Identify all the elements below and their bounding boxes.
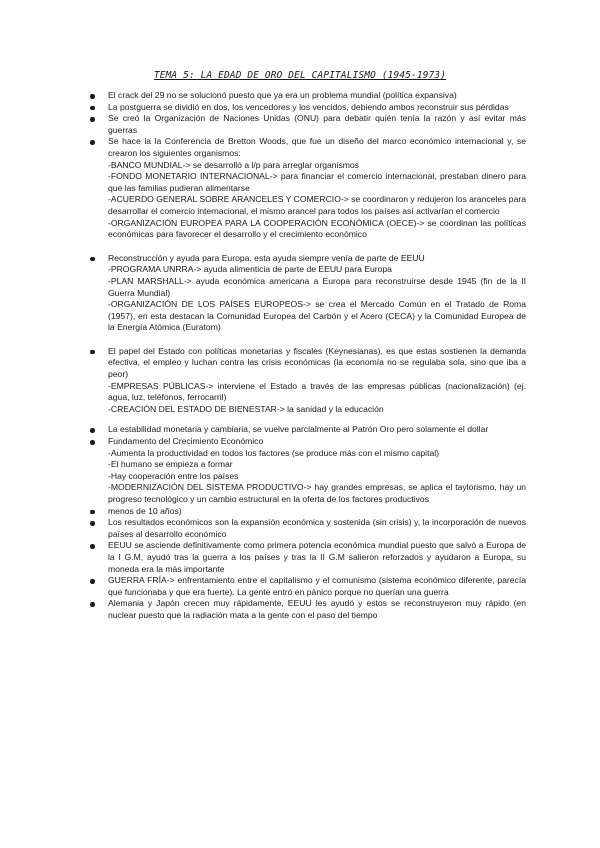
list-item-text: El crack del 29 no se solucionó puesto que ya era un problema mundial (política expansiva) bbox=[108, 90, 457, 100]
bullet-icon bbox=[90, 510, 95, 515]
list-item-text: Los resultados económicos son la expansión económica y sostenida (sin crisis) y, la incorporación de nuevos países al desarrollo económico bbox=[108, 517, 526, 539]
list-item-subline: -ACUERDO GENERAL SOBRE ARANCELES Y COMERCIO-> se coordinaron y redujeron los aranceles para desarrollar el comercio internacional, el mismo arancel para todos los países así activarían el comercio bbox=[108, 194, 526, 216]
bullet-icon bbox=[90, 602, 95, 607]
list-item-subline: -Hay cooperación entre los países bbox=[108, 470, 239, 481]
list-item bbox=[90, 506, 526, 518]
list-item bbox=[90, 90, 526, 102]
page-title-text: TEMA 5: LA EDAD DE ORO DEL CAPITALISMO (1945-1973) bbox=[153, 70, 447, 81]
list-item-subline: -EMPRESAS PÚBLICAS-> interviene el Estado a través de las empresas públicas (nacionalización) (ej. agua, luz, teléfonos, ferrocarril) bbox=[108, 380, 526, 403]
bullet-icon bbox=[90, 117, 95, 122]
list-item-text: GUERRA FRÍA-> enfrentamiento entre el capitalismo y el comunismo (sistema económico diferente, parecía que funcionaba y que era fuerte). La gente entró en pánico porque no querían una guerra bbox=[108, 575, 526, 597]
bullet-icon bbox=[90, 428, 95, 433]
list-item bbox=[90, 424, 526, 436]
list-item-text: Reconstrucción y ayuda para Europa. esta ayuda siempre venía de parte de EEUU bbox=[108, 252, 425, 263]
bullet-icon bbox=[90, 440, 95, 445]
bullet-icon bbox=[90, 140, 95, 145]
bullet-icon bbox=[90, 94, 95, 99]
list-item-text: menos de 10 años) bbox=[108, 505, 182, 516]
page-title bbox=[0, 70, 600, 82]
section-spacer bbox=[90, 334, 526, 346]
list-item-subline: -FONDO MONETARIO INTERNACIONAL-> para financiar el comercio internacional, prestaban dinero para que las familias pudieran alimentarse bbox=[108, 171, 526, 193]
list-item-subline: -PLAN MARSHALL-> ayuda económica americana a Europa para reconstruirse desde 1945 (fin de la II Guerra Mundial) bbox=[108, 275, 526, 298]
list-item-text: EEUU se asciende definitivamente como primera potencia económica mundial puesto que salvó a Europa de la I G.M, ayudó tras la guerra a los países y tras la II G.M salieron reforzados y ayudaron a Europa, su moneda era la más importante bbox=[108, 540, 526, 574]
list-item bbox=[90, 136, 526, 240]
list-item bbox=[90, 575, 526, 598]
bullet-icon bbox=[90, 521, 95, 526]
list-item-subline: -BANCO MUNDIAL-> se desarrolló a l/p para arreglar organismos bbox=[108, 159, 359, 170]
list-item-text: Se hace la la Conferencia de Bretton Woods, que fue un diseño del marco económico internacional y, se crearon los siguientes organismos: bbox=[108, 136, 526, 158]
list-item bbox=[90, 517, 526, 540]
list-item-text: La postguerra se dividió en dos, los vencedores y los vencidos, debiendo ambos reconstruir sus pérdidas bbox=[108, 101, 509, 112]
list-item bbox=[90, 113, 526, 136]
list-item bbox=[90, 253, 526, 334]
list-item-subline: -ORGANIZACIÓN DE LOS PAÍSES EUROPEOS-> se crea el Mercado Común en el Tratado de Roma (1957), en esta destacan la Comunidad Europea del Carbón y el Acero (CECA) y la Comunidad Europea de la Energía Atómica (Euratom) bbox=[108, 299, 526, 333]
list-item-subline: -Aumenta la productividad en todos los factores (se produce más con el mismo capital) bbox=[108, 447, 440, 458]
list-item-subline: -CREACIÓN DEL ESTADO DE BIENESTAR-> la sanidad y la educación bbox=[108, 403, 384, 414]
list-item bbox=[90, 598, 526, 621]
list-item-text: La estabilidad monetaria y cambiaria, se vuelve parcialmente al Patrón Oro pero solamente el dollar bbox=[108, 424, 489, 435]
list-item-subline: -MODERNIZACIÓN DEL SISTEMA PRODUCTIVO-> hay grandes empresas, se aplica el taylorismo, hay un progreso tecnológico y un cambio estructural en la oferta de los factores productivos bbox=[108, 482, 526, 504]
notes-list bbox=[90, 90, 526, 622]
section-spacer bbox=[90, 415, 526, 424]
list-item-text: El papel del Estado con políticas monetarias y fiscales (Keynesianas), es que estas sostienen la demanda efectiva, el empleo y luchan contra las crisis económicas (la economía no se regulaba sola, sino que iba a peor) bbox=[108, 345, 526, 380]
list-item-text: Fundamento del Crecimiento Económico bbox=[108, 436, 264, 447]
bullet-icon bbox=[90, 106, 95, 111]
list-item-text: Alemania y Japón crecen muy rápidamente, EEUU les ayudó y estos se reconstruyeron muy rápido (en nuclear puesto que la radiación mata a la gente con el paso del tiempo bbox=[108, 598, 526, 620]
bullet-icon bbox=[90, 579, 95, 584]
bullet-icon bbox=[90, 257, 95, 262]
list-item bbox=[90, 436, 526, 506]
section-spacer bbox=[90, 241, 526, 253]
list-item-subline: -PROGRAMA UNRRA-> ayuda alimenticia de parte de EEUU para Europa bbox=[108, 264, 392, 275]
list-item bbox=[90, 540, 526, 575]
list-item-text: Se creó la Organización de Naciones Unidas (ONU) para debatir quién tenía la razón y así evitar más guerras bbox=[108, 113, 526, 135]
list-item-subline: -El humano se empieza a formar bbox=[108, 459, 233, 470]
bullet-icon bbox=[90, 544, 95, 549]
list-item-subline: -ORGANIZACIÓN EUROPEA PARA LA COOPERACIÓN ECONÓMICA (OECE)-> se coordinan las políticas económicas para favorecer el desarrollo y el crecimiento económico bbox=[108, 217, 526, 240]
bullet-icon bbox=[90, 350, 95, 355]
list-item bbox=[90, 102, 526, 114]
list-item bbox=[90, 346, 526, 416]
